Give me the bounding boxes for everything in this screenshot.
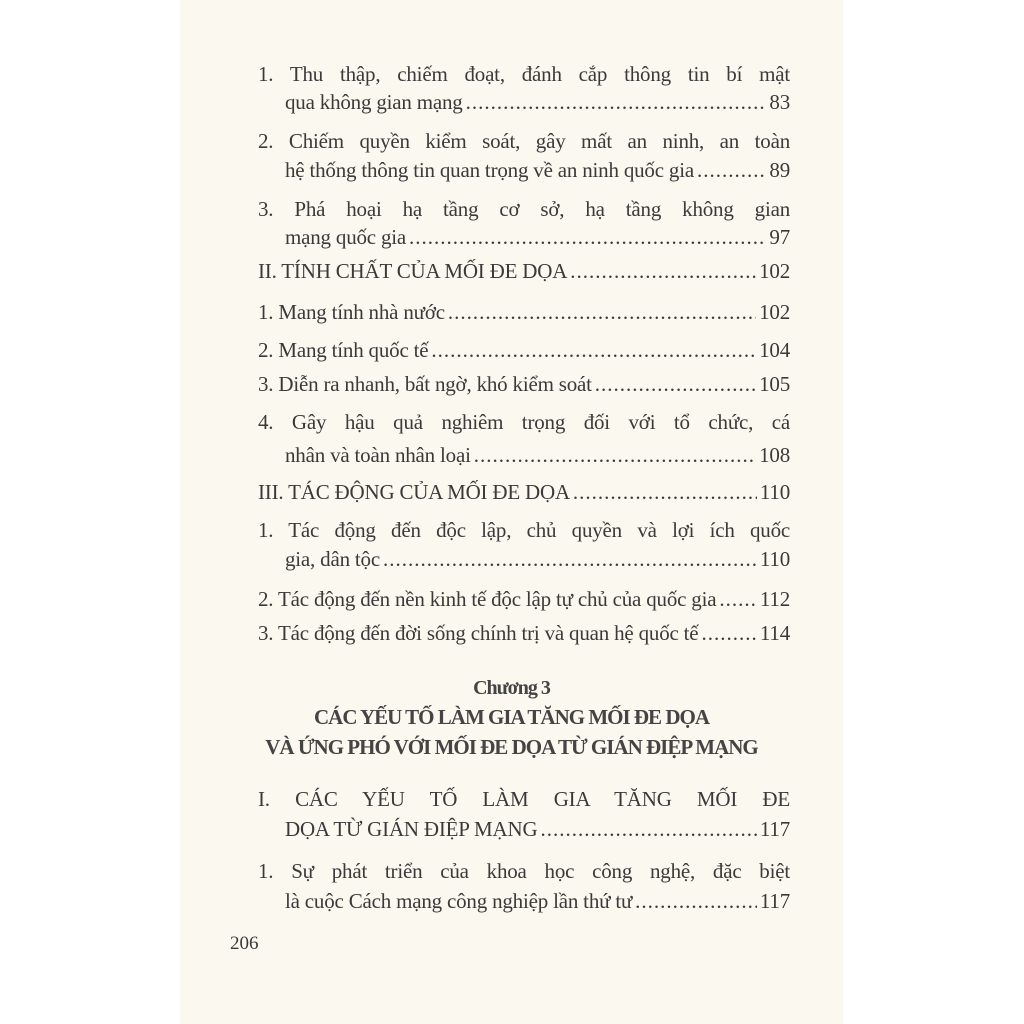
dot-leader — [383, 546, 757, 572]
toc-entry-text: 4. Gây hậu quả nghiêm trọng đối với tổ chức, cá — [258, 410, 790, 434]
toc-entry-line — [285, 442, 790, 468]
toc-entry-line — [258, 409, 790, 435]
toc-entry-line — [258, 620, 790, 646]
toc-entry-text: nhân và toàn nhân loại — [285, 443, 471, 467]
toc-page-number: 83 — [769, 90, 790, 114]
toc-page-number: 117 — [759, 817, 790, 841]
toc-entry-line — [258, 258, 790, 284]
dot-leader — [573, 479, 757, 505]
toc-entry-line — [285, 224, 790, 250]
toc-entry-text: III. TÁC ĐỘNG CỦA MỐI ĐE DỌA — [258, 480, 570, 504]
toc-entry-line — [258, 61, 790, 87]
toc-page-number: 105 — [759, 372, 790, 396]
toc-page-number: 110 — [759, 480, 790, 504]
dot-leader — [570, 258, 756, 284]
page-number: 206 — [230, 933, 259, 954]
toc-entry-line — [258, 786, 790, 812]
dot-leader — [701, 620, 756, 646]
toc-entry-text: 3. Diễn ra nhanh, bất ngờ, khó kiểm soát — [258, 372, 592, 396]
chapter-title-line-1: CÁC YẾU TỐ LÀM GIA TĂNG MỐI ĐE DỌA — [314, 705, 709, 729]
toc-page-number: 97 — [769, 225, 790, 249]
toc-entry-text: DỌA TỪ GIÁN ĐIỆP MẠNG — [285, 817, 538, 841]
dot-leader — [466, 89, 767, 115]
toc-entry-text: 1. Mang tính nhà nước — [258, 300, 445, 324]
toc-entry-text: 3. Tác động đến đời sống chính trị và quan hệ quốc tế — [258, 621, 699, 645]
toc-entry-line — [258, 371, 790, 397]
toc-page-number: 114 — [759, 621, 790, 645]
toc-page-number: 108 — [759, 443, 790, 467]
dot-leader — [474, 442, 756, 468]
toc-entry-text: 2. Mang tính quốc tế — [258, 338, 429, 362]
toc-entry-text: 2. Tác động đến nền kinh tế độc lập tự chủ của quốc gia — [258, 587, 717, 611]
dot-leader — [448, 299, 756, 325]
toc-page-number: 102 — [759, 259, 790, 283]
toc-entry-text: gia, dân tộc — [285, 547, 380, 571]
dot-leader — [719, 586, 757, 612]
toc-entry-text: 1. Tác động đến độc lập, chủ quyền và lợi ích quốc — [258, 518, 790, 542]
toc-entry-line — [285, 888, 790, 914]
toc-entry-line — [285, 816, 790, 842]
dot-leader — [635, 888, 757, 914]
toc-entry-line — [258, 196, 790, 222]
toc-entry-text: II. TÍNH CHẤT CỦA MỐI ĐE DỌA — [258, 259, 568, 283]
toc-entry-line — [258, 128, 790, 154]
toc-page-number: 110 — [759, 547, 790, 571]
toc-entry-text: 1. Thu thập, chiếm đoạt, đánh cắp thông tin bí mật — [258, 62, 790, 86]
chapter-title-line-2: VÀ ỨNG PHÓ VỚI MỐI ĐE DỌA TỪ GIÁN ĐIỆP MẠNG — [265, 735, 758, 759]
toc-entry-line — [258, 337, 790, 363]
toc-entry-text: 3. Phá hoại hạ tầng cơ sở, hạ tầng không gian — [258, 197, 790, 221]
dot-leader — [409, 224, 766, 250]
toc-page-number: 117 — [759, 889, 790, 913]
toc-entry-text: 1. Sự phát triển của khoa học công nghệ, đặc biệt — [258, 859, 790, 883]
toc-entry-line — [258, 858, 790, 884]
toc-entry-text: hệ thống thông tin quan trọng về an ninh quốc gia — [285, 158, 694, 182]
toc-entry-line — [285, 546, 790, 572]
toc-entry-line — [258, 517, 790, 543]
toc-page-number: 112 — [759, 587, 790, 611]
toc-entry-text: I. CÁC YẾU TỐ LÀM GIA TĂNG MỐI ĐE — [258, 787, 790, 811]
toc-page-number: 89 — [769, 158, 790, 182]
toc-entry-text: mạng quốc gia — [285, 225, 407, 249]
toc-entry-text: là cuộc Cách mạng công nghiệp lần thứ tư — [285, 889, 633, 913]
toc-entry-text: 2. Chiếm quyền kiểm soát, gây mất an ninh, an toàn — [258, 129, 790, 153]
dot-leader — [540, 816, 756, 842]
chapter-label: Chương 3 — [473, 677, 550, 699]
toc-page-number: 104 — [759, 338, 790, 362]
toc-page-number: 102 — [759, 300, 790, 324]
toc-entry-text: qua không gian mạng — [285, 90, 463, 114]
dot-leader — [431, 337, 756, 363]
toc-entry-line — [258, 586, 790, 612]
toc-entry-line — [258, 299, 790, 325]
toc-entry-line — [285, 157, 790, 183]
toc-entry-line — [285, 89, 790, 115]
dot-leader — [595, 371, 756, 397]
dot-leader — [697, 157, 766, 183]
toc-entry-line — [258, 479, 790, 505]
